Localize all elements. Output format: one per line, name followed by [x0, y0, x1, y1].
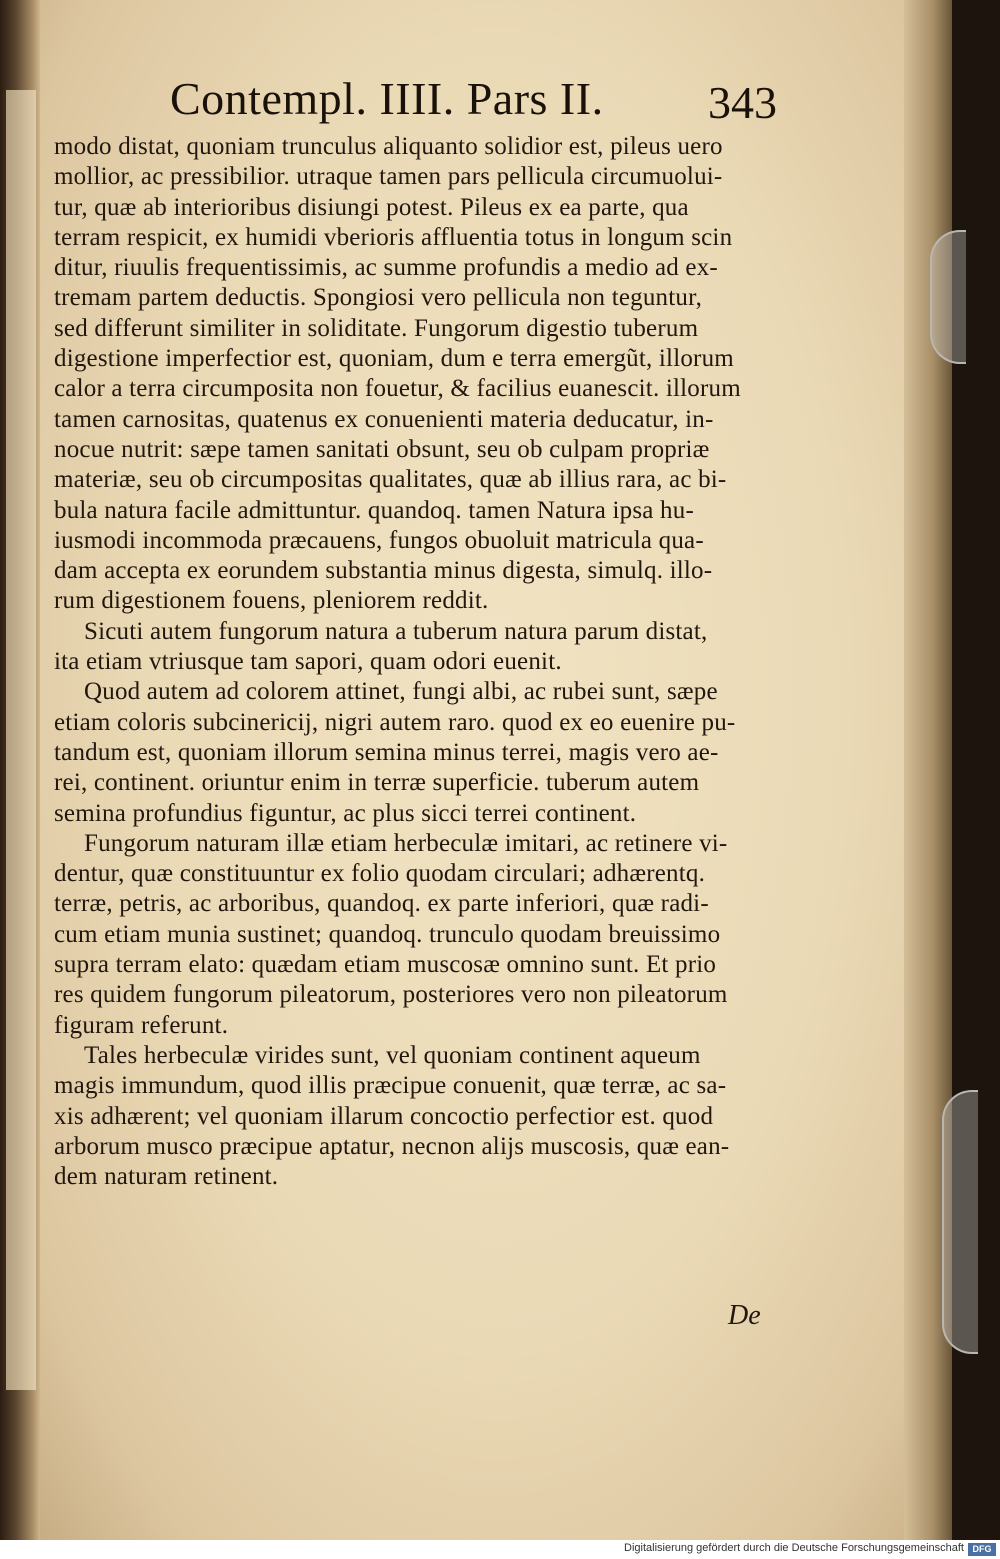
catchword: De: [728, 1300, 761, 1331]
page-clip-bottom: [942, 1090, 978, 1354]
text-line: Fungorum naturam illæ etiam herbeculæ imitari, ac retinere vi-: [84, 829, 728, 857]
footer-credit: Digitalisierung gefördert durch die Deutsche Forschungsgemeinschaft: [624, 1542, 964, 1554]
text-line: semina profundius figuntur, ac plus sicci terrei continent.: [54, 799, 637, 827]
text-line: figuram referunt.: [54, 1011, 229, 1039]
text-line: bula natura facile admittuntur. quandoq. tamen Natura ipsa hu-: [54, 496, 694, 524]
text-line: Quod autem ad colorem attinet, fungi albi, ac rubei sunt, sæpe: [84, 678, 718, 706]
text-line: dem naturam retinent.: [54, 1163, 279, 1191]
book-page: [40, 0, 952, 1540]
text-line: nocue nutrit: sæpe tamen sanitati obsunt, seu ob culpam propriæ: [54, 435, 710, 463]
text-line: tandum est, quoniam illorum semina minus terrei, magis vero ae-: [54, 738, 719, 766]
text-line: rum digestionem fouens, pleniorem reddit.: [54, 587, 489, 615]
text-line: modo distat, quoniam trunculus aliquanto solidior est, pileus uero: [54, 133, 723, 160]
text-line: Tales herbeculæ virides sunt, vel quoniam continent aqueum: [84, 1041, 701, 1069]
text-line: Sicuti autem fungorum natura a tuberum natura parum distat,: [84, 617, 708, 645]
text-line: ita etiam vtriusque tam sapori, quam odori euenit.: [54, 648, 562, 676]
text-line: dentur, quæ constituuntur ex folio quodam circulari; adhærentq.: [54, 860, 706, 888]
text-line: tremam partem deductis. Spongiosi vero pellicula non teguntur,: [54, 284, 703, 312]
text-line: xis adhærent; vel quoniam illarum concoctio perfectior est. quod: [54, 1102, 714, 1130]
text-line: terram respicit, ex humidi vberioris affluentia totus in longum scin: [54, 223, 733, 251]
text-line: mollior, ac pressibilior. utraque tamen pars pellicula circumuolui-: [54, 163, 723, 191]
text-line: digestione imperfectior est, quoniam, dum e terra emergũt, illorum: [54, 345, 734, 373]
text-line: iusmodi incommoda præcauens, fungos obuoluit matricula qua-: [54, 526, 704, 554]
text-line: etiam coloris subcinericij, nigri autem raro. quod ex eo euenire pu-: [54, 708, 736, 736]
text-line: supra terram elato: quædam etiam muscosæ omnino sunt. Et prio: [54, 951, 717, 979]
text-line: calor a terra circumposita non fouetur, & facilius euanescit. illorum: [54, 375, 741, 403]
text-line: cum etiam munia sustinet; quandoq. trunculo quodam breuissimo: [54, 920, 721, 948]
text-line: sed differunt similiter in soliditate. Fungorum digestio tuberum: [54, 314, 699, 342]
body-text: [54, 132, 806, 1192]
text-line: ditur, riuulis frequentissimis, ac summe profundis a medio ad ex-: [54, 254, 718, 282]
binding-gutter: [0, 0, 40, 1540]
text-line: arborum musco præcipue aptatur, necnon alijs muscosis, quæ ean-: [54, 1132, 730, 1160]
facing-page-edge: [6, 90, 36, 1390]
text-line: magis immundum, quod illis præcipue conuenit, quæ terræ, ac sa-: [54, 1072, 727, 1100]
page-clip-top: [930, 230, 966, 364]
page-header: [40, 72, 952, 132]
text-line: materiæ, seu ob circumpositas qualitates, quæ ab illius rara, ac bi-: [54, 466, 727, 494]
page-number: 343: [708, 77, 777, 128]
text-line: res quidem fungorum pileatorum, posteriores vero non pileatorum: [54, 981, 728, 1009]
text-line: tamen carnositas, quatenus ex conuenienti materia deducatur, in-: [54, 405, 714, 433]
running-head: Contempl. IIII. Pars II.: [170, 73, 604, 124]
text-line: rei, continent. oriuntur enim in terræ superficie. tuberum autem: [54, 769, 700, 797]
text-line: dam accepta ex eorundem substantia minus digesta, simulq. illo-: [54, 557, 713, 585]
digitization-footer: [0, 1540, 1000, 1559]
dfg-logo-icon: DFG: [968, 1543, 996, 1556]
text-line: terræ, petris, ac arboribus, quandoq. ex parte inferiori, quæ radi-: [54, 890, 709, 918]
text-line: tur, quæ ab interioribus disiungi potest. Pileus ex ea parte, qua: [54, 193, 689, 221]
